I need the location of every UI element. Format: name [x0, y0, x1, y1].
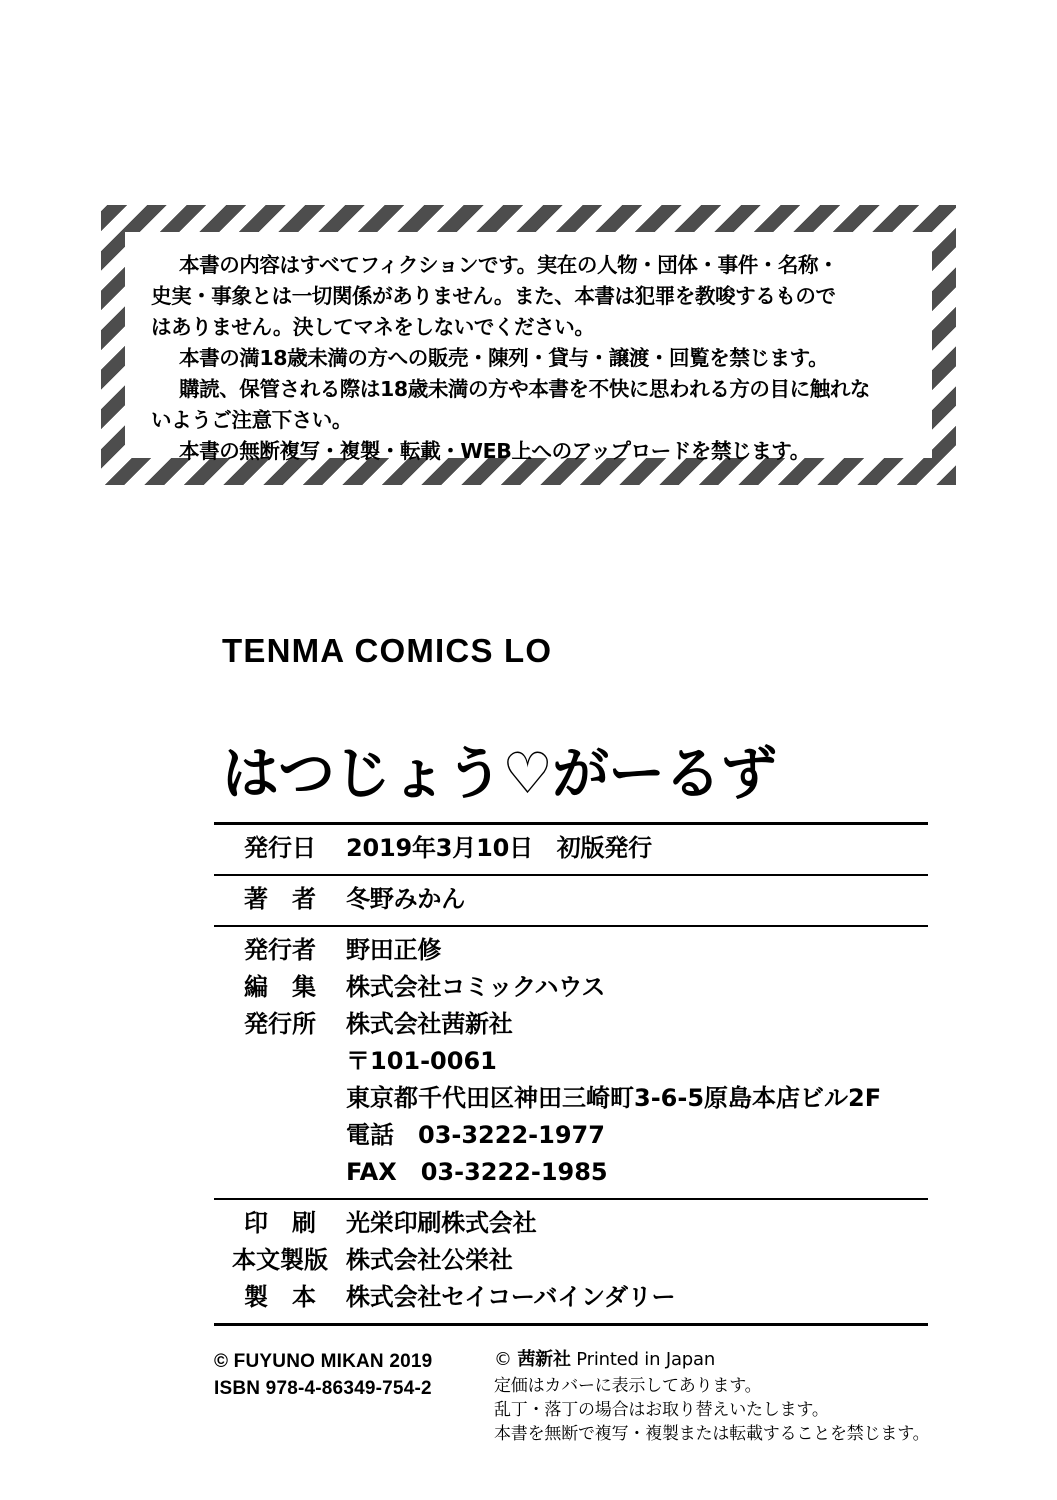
disclaimer-line-3: はありません。決してマネをしないでください。 — [151, 315, 595, 339]
table-row — [214, 1006, 928, 1043]
row-label: 本文製版 — [232, 1246, 328, 1274]
disclaimer-line-7: 本書の無断複写・複製・転載・WEB上へのアップロードを禁じます。 — [179, 439, 810, 463]
row-label: 発行者 — [244, 936, 316, 964]
book-title: はつじょう♡がーるず — [222, 741, 777, 807]
footer-left — [214, 1348, 494, 1446]
table-row — [214, 1279, 928, 1316]
row-label: 印 刷 — [244, 1209, 316, 1237]
row-value: 野田正修 — [346, 936, 442, 964]
row-value: 株式会社茜新社 — [346, 1010, 513, 1038]
phone: 電話 03-3222-1977 — [346, 1121, 605, 1149]
address: 東京都千代田区神田三崎町3-6-5原島本店ビル2F — [346, 1084, 882, 1112]
row-label: 発行所 — [244, 1010, 316, 1038]
series-label: TENMA COMICS LO — [222, 632, 553, 669]
footer-note-2: 乱丁・落丁の場合はお取り替えいたします。 — [494, 1400, 829, 1420]
copyright-symbol: © — [494, 1349, 512, 1370]
row-label: 著 者 — [244, 885, 316, 913]
row-value: 光栄印刷株式会社 — [346, 1209, 537, 1237]
colophon-table — [214, 822, 928, 1326]
disclaimer-line-5: 購読、保管される際は18歳未満の方や本書を不快に思われる方の目に触れな — [179, 377, 871, 401]
postal-code: 〒101-0061 — [346, 1047, 497, 1075]
disclaimer-line-2: 史実・事象とは一切関係がありません。また、本書は犯罪を教唆するもので — [151, 284, 836, 308]
row-value: 株式会社コミックハウス — [346, 973, 606, 1001]
isbn-line: ISBN 978-4-86349-754-2 — [214, 1378, 432, 1399]
disclaimer-line-4: 本書の満18歳未満の方への販売・陳列・貸与・譲渡・回覧を禁じます。 — [179, 346, 829, 370]
printed-in: Printed in Japan — [576, 1349, 716, 1370]
publisher-name: 茜新社 — [517, 1349, 571, 1370]
row-label: 編 集 — [244, 973, 316, 1001]
disclaimer-inner — [125, 232, 932, 463]
disclaimer-panel — [101, 205, 956, 485]
row-value: 2019年3月10日 初版発行 — [346, 834, 652, 862]
row-label: 製 本 — [244, 1283, 316, 1311]
table-row — [214, 881, 928, 918]
divider-bottom — [214, 1323, 928, 1326]
disclaimer-line-1: 本書の内容はすべてフィクションです。実在の人物・団体・事件・名称・ — [179, 253, 839, 277]
footer-note-3: 本書を無断で複写・複製または転載することを禁じます。 — [494, 1424, 930, 1444]
disclaimer-line-6: いようご注意下さい。 — [151, 408, 352, 432]
table-row — [214, 830, 928, 867]
row-value: 株式会社セイコーバインダリー — [346, 1283, 676, 1311]
footer-right — [494, 1348, 929, 1446]
publisher-section — [214, 927, 928, 1198]
fax: FAX 03-3222-1985 — [346, 1158, 608, 1186]
table-row — [214, 1242, 928, 1279]
footer-note-1: 定価はカバーに表示してあります。 — [494, 1376, 762, 1396]
production-section — [214, 1200, 928, 1323]
copyright-line: © FUYUNO MIKAN 2019 — [214, 1351, 433, 1372]
row-value: 株式会社公栄社 — [346, 1246, 513, 1274]
publisher-copyright-line — [494, 1348, 929, 1372]
publication-date-section — [214, 825, 928, 874]
colophon-footer — [214, 1348, 928, 1446]
row-label: 発行日 — [244, 834, 316, 862]
table-row — [214, 969, 928, 1006]
table-row — [214, 1205, 928, 1242]
table-row — [214, 932, 928, 969]
row-value: 冬野みかん — [346, 885, 465, 913]
author-section — [214, 876, 928, 925]
